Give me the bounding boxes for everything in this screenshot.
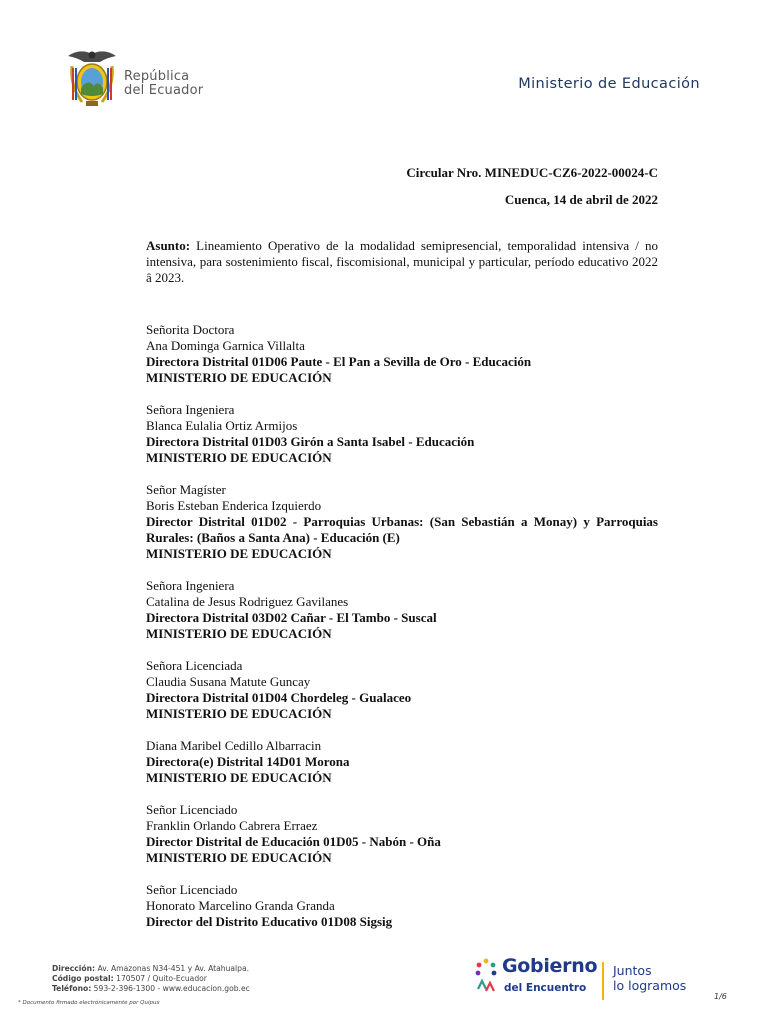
recipient-name: Diana Maribel Cedillo Albarracin — [146, 738, 322, 753]
recipient-title: Señor Licenciado — [146, 882, 238, 897]
recipient-name: Boris Esteban Enderica Izquierdo — [146, 498, 322, 513]
signed-note: * Documento firmado electrónicamente por Quipux — [18, 1000, 160, 1006]
recipient-title: Señor Magíster — [146, 482, 226, 497]
slogan-line-1: Juntos — [613, 963, 652, 978]
recipient-name: Claudia Susana Matute Guncay — [146, 674, 311, 689]
postal-code-label: Código postal: — [52, 974, 114, 983]
recipient-organization: MINISTERIO DE EDUCACIÓN — [146, 626, 332, 641]
recipient — [146, 658, 658, 722]
recipient-position: Directora Distrital 01D06 Paute - El Pan a Sevilla de Oro - Educación — [146, 354, 532, 369]
subject-label: Asunto: — [146, 238, 191, 253]
recipient-name: Blanca Eulalia Ortiz Armijos — [146, 418, 298, 433]
page-number: 1/6 — [714, 992, 727, 1001]
recipient-organization: MINISTERIO DE EDUCACIÓN — [146, 370, 332, 385]
coat-of-arms-icon — [64, 46, 120, 110]
recipient-name: Franklin Orlando Cabrera Erraez — [146, 818, 318, 833]
address-value: Av. Amazonas N34-451 y Av. Atahualpa. — [95, 964, 250, 973]
republic-line-2: del Ecuador — [124, 83, 204, 98]
recipient-title: Señorita Doctora — [146, 322, 235, 337]
address-label: Dirección: — [52, 964, 96, 973]
ministry-name: Ministerio de Educación — [518, 76, 700, 92]
recipient-title: Señora Ingeniera — [146, 578, 235, 593]
recipient-organization: MINISTERIO DE EDUCACIÓN — [146, 770, 332, 785]
recipient — [146, 802, 658, 866]
recipient-title: Señora Ingeniera — [146, 402, 235, 417]
recipient-title: Señor Licenciado — [146, 802, 238, 817]
recipient — [146, 738, 658, 786]
recipient — [146, 482, 658, 562]
recipient-name: Catalina de Jesus Rodriguez Gavilanes — [146, 594, 349, 609]
recipient-organization: MINISTERIO DE EDUCACIÓN — [146, 850, 332, 865]
footer-divider — [602, 962, 604, 1000]
recipient-position: Directora(e) Distrital 14D01 Morona — [146, 754, 350, 769]
recipient-title: Señora Licenciada — [146, 658, 243, 673]
recipient-list — [146, 322, 658, 946]
recipient-name: Honorato Marcelino Granda Granda — [146, 898, 335, 913]
recipient-position: Directora Distrital 01D03 Girón a Santa Isabel - Educación — [146, 434, 475, 449]
document-date: Cuenca, 14 de abril de 2022 — [504, 192, 658, 207]
recipient-position: Director Distrital de Educación 01D05 - Nabón - Oña — [146, 834, 441, 849]
subject-paragraph — [146, 238, 658, 286]
recipient — [146, 882, 658, 930]
subject-text: Lineamiento Operativo de la modalidad semipresencial, temporalidad intensiva / no intensiva, para sostenimiento fiscal, fiscomisional, municipal y particular, período educativo 2022 â 2023. — [146, 238, 658, 285]
recipient-position: Directora Distrital 01D04 Chordeleg - Gualaceo — [146, 690, 412, 705]
recipient — [146, 578, 658, 642]
gobierno-subtitle: del Encuentro — [504, 982, 587, 994]
recipient-organization: MINISTERIO DE EDUCACIÓN — [146, 706, 332, 721]
gobierno-logo — [474, 955, 606, 1001]
recipient-position: Director Distrital 01D02 - Parroquias Urbanas: (San Sebastián a Monay) y Parroquias Rurales: (Baños a Santa Ana) - Educación (E) — [146, 514, 658, 545]
recipient-organization: MINISTERIO DE EDUCACIÓN — [146, 546, 332, 561]
postal-code-value: 170507 / Quito-Ecuador — [113, 974, 207, 983]
recipient — [146, 322, 658, 386]
recipient-position: Director del Distrito Educativo 01D08 Sigsig — [146, 914, 393, 929]
phone-label: Teléfono: — [52, 984, 92, 993]
gobierno-mark-icon — [474, 955, 498, 999]
recipient-organization: MINISTERIO DE EDUCACIÓN — [146, 450, 332, 465]
gobierno-title: Gobierno — [502, 955, 598, 977]
footer-address — [52, 964, 250, 994]
recipient-position: Directora Distrital 03D02 Cañar - El Tambo - Suscal — [146, 610, 437, 625]
slogan-line-2: lo logramos — [613, 978, 687, 993]
circular-number: Circular Nro. MINEDUC-CZ6-2022-00024-C — [406, 165, 658, 180]
republic-name — [124, 70, 203, 98]
recipient — [146, 402, 658, 466]
juntos-slogan — [613, 963, 686, 993]
phone-value: 593-2-396-1300 - www.educacion.gob.ec — [91, 984, 250, 993]
letterhead — [0, 0, 768, 130]
recipient-name: Ana Dominga Garnica Villalta — [146, 338, 305, 353]
republic-line-1: República — [124, 69, 190, 84]
